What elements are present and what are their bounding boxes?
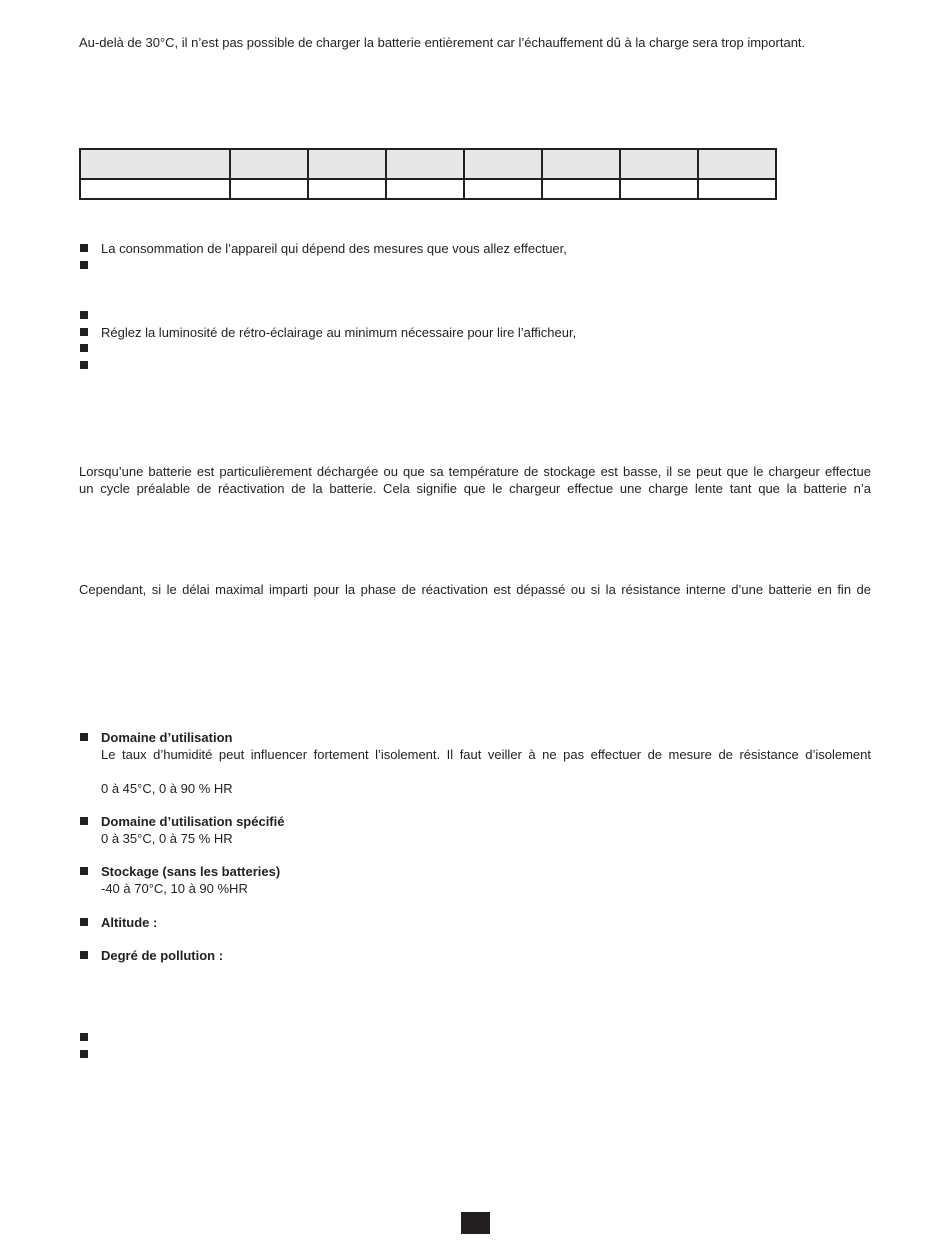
table-cell [698,179,776,199]
table-cell [698,149,776,179]
table-cell [230,149,308,179]
table-cell [464,179,542,199]
bullet-icon [80,817,88,825]
bullet-icon [80,261,88,269]
storage-title: Stockage (sans les batteries) [101,864,281,879]
table-cell [308,179,386,199]
table-cell [542,149,620,179]
table-header-row [80,149,776,179]
table-cell [620,149,698,179]
list-item: Réglez la luminosité de rétro-éclairage au minimum nécessaire pour lire l’afficheur, [101,325,577,340]
bullet-icon [80,328,88,336]
table-cell [386,149,464,179]
bullet-icon [80,867,88,875]
usage-text: Le taux d’humidité peut influencer fortement l’isolement. Il faut veiller à ne pas effectuer de mesure de résistance d’isolement [101,747,871,762]
table-cell [80,179,230,199]
table-cell [620,179,698,199]
spec-title: Domaine d’utilisation spécifié [101,814,285,829]
bullet-icon [80,1033,88,1041]
table-cell [308,149,386,179]
table-cell [80,149,230,179]
bullet-icon [80,244,88,252]
paragraph-line: un cycle préalable de réactivation de la batterie. Cela signifie que le chargeur effectue une charge lente tant que la batterie n’a [79,481,871,496]
bullet-icon [80,311,88,319]
paragraph-line: Cependant, si le délai maximal imparti pour la phase de réactivation est dépassé ou si la résistance interne d’une batterie en fin de [79,582,871,597]
bullet-icon [80,951,88,959]
bullet-icon [80,1050,88,1058]
intro-text: Au-delà de 30°C, il n’est pas possible de charger la batterie entièrement car l’échauffement dû à la charge sera trop important. [79,35,806,50]
usage-range: 0 à 45°C, 0 à 90 % HR [101,781,233,796]
table-row [80,179,776,199]
charge-table [79,148,777,200]
altitude-title: Altitude : [101,915,158,930]
bullet-icon [80,361,88,369]
page-number-box [461,1212,490,1234]
table-cell [230,179,308,199]
list-item: La consommation de l’appareil qui dépend des mesures que vous allez effectuer, [101,241,567,256]
spec-range: 0 à 35°C, 0 à 75 % HR [101,831,233,846]
bullet-icon [80,918,88,926]
storage-range: -40 à 70°C, 10 à 90 %HR [101,881,248,896]
bullet-icon [80,344,88,352]
table-cell [464,149,542,179]
bullet-icon [80,733,88,741]
paragraph-line: Lorsqu’une batterie est particulièrement déchargée ou que sa température de stockage est basse, il se peut que le chargeur effectue [79,464,871,479]
table-cell [542,179,620,199]
pollution-title: Degré de pollution : [101,948,224,963]
table-cell [386,179,464,199]
usage-title: Domaine d’utilisation [101,730,233,745]
